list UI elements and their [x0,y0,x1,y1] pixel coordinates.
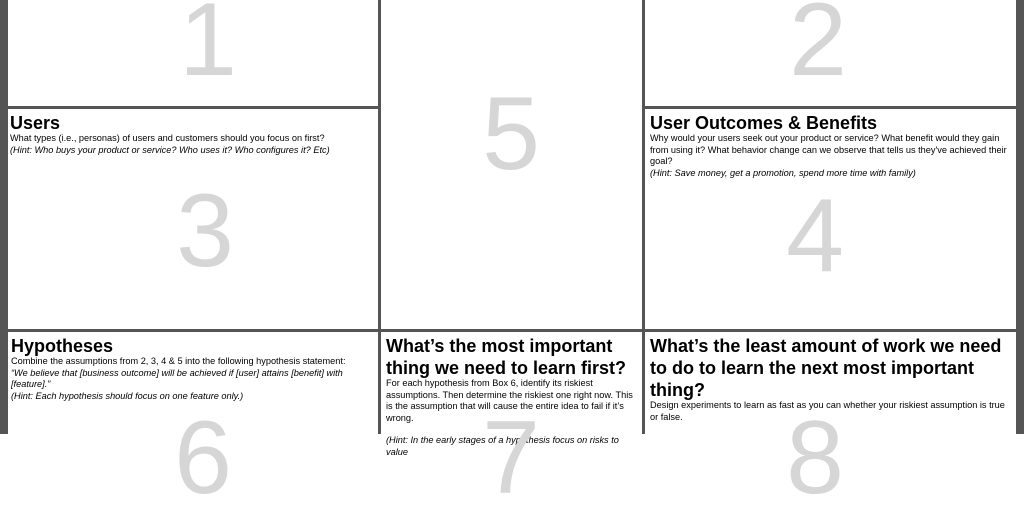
box-2-business-outcomes [645,0,1016,106]
box-number-4: 4 [786,178,844,294]
hypotheses-description [11,356,373,402]
least-work-title: What’s the least amount of work we need to do to learn the next most important thing? [650,336,1002,400]
outcomes-question: Why would your users seek out your product or service? What benefit would they gain from using it? What behavior change can we observe that tells us they've achieved their goal? [650,133,1007,166]
users-question: What types (i.e., personas) of users and customers should you focus on first? [10,133,325,143]
users-hint: (Hint: Who buys your product or service? Who uses it? Who configures it? Etc) [10,144,330,155]
learn-first-hint: (Hint: In the early stages of a hypothesis focus on risks to value [386,435,619,457]
box-8-least-work [645,332,1016,516]
box-6-hypotheses [8,332,378,516]
hypotheses-statement: “We believe that [business outcome] will be achieved if [user] attains [benefit] with [feature].” [11,367,343,389]
box-number-7: 7 [482,400,540,516]
box-number-5: 5 [482,76,540,192]
box-4-user-outcomes [645,109,1016,329]
box-5-solutions [381,0,642,329]
learn-first-title: What’s the most important thing we need to learn first? [386,336,627,378]
hypotheses-hint: (Hint: Each hypothesis should focus on one feature only.) [11,390,244,401]
box-1-business-problem [8,0,378,106]
outcomes-title: User Outcomes & Benefits [650,113,878,133]
users-title: Users [10,113,61,133]
box-number-3: 3 [176,173,234,289]
learn-first-body: For each hypothesis from Box 6, identify its riskiest assumptions. Then determine the riskiest one right now. This is the assumption that will cause the entire idea to fail if it’s wrong. [386,378,633,423]
least-work-body: Design experiments to learn as fast as you can whether your riskiest assumption is true or false. [650,400,1005,422]
box-number-6: 6 [174,400,232,516]
box-7-learn-first [381,332,642,516]
outcomes-description [650,133,1012,179]
hypotheses-instruction: Combine the assumptions from 2, 3, 4 & 5 into the following hypothesis statement: [11,356,346,366]
box-3-users [8,109,378,329]
outcomes-hint: (Hint: Save money, get a promotion, spend more time with family) [650,167,916,178]
hypotheses-title: Hypotheses [11,336,114,356]
box-number-1: 1 [179,0,237,98]
box-number-2: 2 [789,0,847,98]
box-number-8: 8 [786,400,844,516]
users-description [10,133,372,156]
